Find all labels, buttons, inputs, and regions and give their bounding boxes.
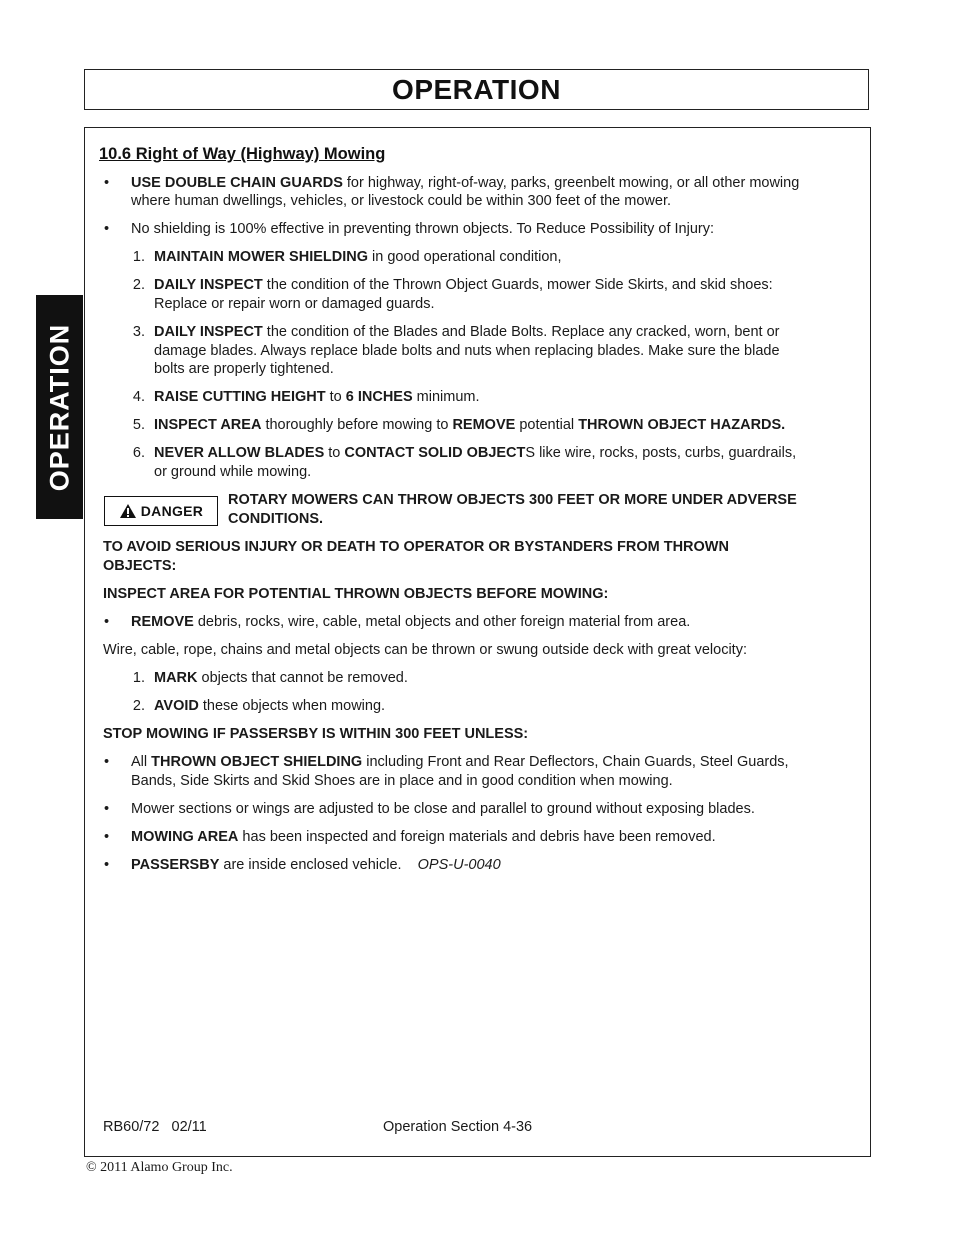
numbered2-item-2: AVOID these objects when mowing. <box>154 698 386 714</box>
numbered-item-3-line-3: bolts are properly tightened. <box>154 361 334 377</box>
page-title: OPERATION <box>392 73 561 105</box>
bottom-bullet-4: PASSERSBY are inside enclosed vehicle. OPS-U-0040 <box>131 857 501 873</box>
warning-triangle-icon <box>119 503 137 519</box>
bullet-glyph: • <box>104 175 110 191</box>
bottom-bullet-1-line-2: Bands, Side Skirts and Skid Shoes are in place and in good condition when mowing. <box>131 773 673 789</box>
bullet-1-line-2: where human dwellings, vehicles, or livestock could be within 300 feet of the mower. <box>131 193 672 209</box>
numbered-item-2-line-1: DAILY INSPECT the condition of the Thrown Object Guards, mower Side Skirts, and skid shoes: <box>154 277 773 293</box>
document-code: OPS-U-0040 <box>417 857 501 873</box>
numbered-item-6-line-2: or ground while mowing. <box>154 464 312 480</box>
danger-label: DANGER <box>140 503 204 519</box>
bottom-bullet-2: Mower sections or wings are adjusted to be close and parallel to ground without exposing blades. <box>131 801 755 817</box>
list-number: 2. <box>132 277 145 293</box>
side-tab-label: OPERATION <box>44 323 75 491</box>
bottom-bullet-3: MOWING AREA has been inspected and foreign materials and debris have been removed. <box>131 829 716 845</box>
numbered-item-1: MAINTAIN MOWER SHIELDING in good operational condition, <box>154 249 562 265</box>
bullet-2-line-1: No shielding is 100% effective in preventing thrown objects. To Reduce Possibility of Injury: <box>131 221 715 237</box>
remove-bullet: REMOVE debris, rocks, wire, cable, metal objects and other foreign material from area. <box>131 614 691 630</box>
bottom-bullet-1-line-1: All THROWN OBJECT SHIELDING including Front and Rear Deflectors, Chain Guards, Steel Guards, <box>131 754 789 770</box>
list-number: 5. <box>132 417 145 433</box>
numbered-item-3-line-2: damage blades. Always replace blade bolts and nuts when replacing blades. Make sure the blade <box>154 343 780 359</box>
numbered-item-4: RAISE CUTTING HEIGHT to 6 INCHES minimum. <box>154 389 480 405</box>
warning-2: INSPECT AREA FOR POTENTIAL THROWN OBJECTS BEFORE MOWING: <box>103 586 609 602</box>
list-number: 3. <box>132 324 145 340</box>
wire-text: Wire, cable, rope, chains and metal objects can be thrown or swung outside deck with great velocity: <box>103 642 747 658</box>
list-number: 1. <box>132 670 145 686</box>
page-header <box>84 69 869 110</box>
danger-badge <box>104 496 218 526</box>
list-number: 6. <box>132 445 145 461</box>
list-number: 4. <box>132 389 145 405</box>
bullet-glyph: • <box>104 801 110 817</box>
bullet-glyph: • <box>104 829 110 845</box>
numbered2-item-1: MARK objects that cannot be removed. <box>154 670 408 686</box>
footer-model-date: RB60/72 02/11 <box>103 1119 207 1135</box>
warning-1-line-1: TO AVOID SERIOUS INJURY OR DEATH TO OPERATOR OR BYSTANDERS FROM THROWN <box>103 539 729 555</box>
section-heading: 10.6 Right of Way (Highway) Mowing <box>99 145 386 163</box>
bullet-glyph: • <box>104 754 110 770</box>
numbered-item-6-line-1: NEVER ALLOW BLADES to CONTACT SOLID OBJECTS like wire, rocks, posts, curbs, guardrails, <box>154 445 797 461</box>
bullet-glyph: • <box>104 221 110 237</box>
danger-text-line-2: CONDITIONS. <box>228 511 324 527</box>
footer-section: Operation Section 4-36 <box>383 1119 533 1135</box>
list-number: 2. <box>132 698 145 714</box>
numbered-item-3-line-1: DAILY INSPECT the condition of the Blades and Blade Bolts. Replace any cracked, worn, bent or <box>154 324 780 340</box>
warning-1-line-2: OBJECTS: <box>103 558 177 574</box>
bullet-glyph: • <box>104 857 110 873</box>
bullet-glyph: • <box>104 614 110 630</box>
copyright: © 2011 Alamo Group Inc. <box>86 1160 233 1175</box>
stop-heading: STOP MOWING IF PASSERSBY IS WITHIN 300 FEET UNLESS: <box>103 726 529 742</box>
danger-text-line-1: ROTARY MOWERS CAN THROW OBJECTS 300 FEET OR MORE UNDER ADVERSE <box>228 492 797 508</box>
side-tab <box>36 295 83 519</box>
numbered-item-5: INSPECT AREA thoroughly before mowing to REMOVE potential THROWN OBJECT HAZARDS. <box>154 417 786 433</box>
bullet-1-line-1: USE DOUBLE CHAIN GUARDS for highway, right-of-way, parks, greenbelt mowing, or all other mowing <box>131 175 800 191</box>
list-number: 1. <box>132 249 145 265</box>
numbered-item-2-line-2: Replace or repair worn or damaged guards. <box>154 296 435 312</box>
